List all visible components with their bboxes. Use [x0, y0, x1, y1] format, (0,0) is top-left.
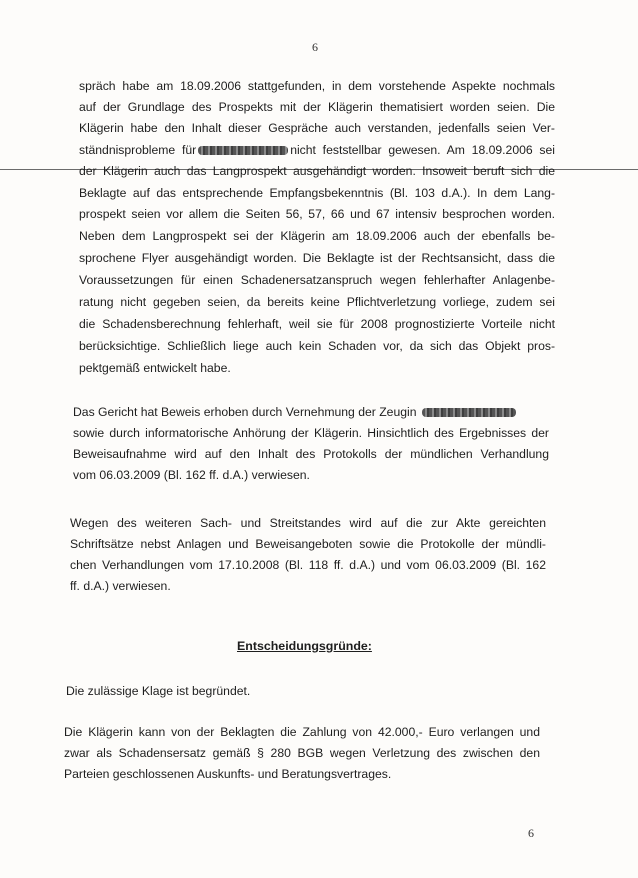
text-line: Schriftsätze nebst Anlagen und Beweisangeboten sowie die Protokolle der mündli- — [70, 537, 546, 551]
text-line: Neben dem Langprospekt sei der Klägerin am 18.09.2006 auch der ebenfalls be- — [79, 229, 555, 243]
text-line: zwar als Schadensersatz gemäß § 280 BGB wegen Verletzung des zwischen den — [64, 746, 540, 760]
text-line: der Klägerin auch das Langprospekt ausgehändigt worden. Insoweit beruft sich die — [79, 164, 555, 178]
text-line — [73, 405, 549, 419]
text-line — [79, 143, 555, 157]
text-line: Wegen des weiteren Sach- und Streitstandes wird auf die zur Akte gereichten — [70, 516, 546, 530]
page-number-top: 6 — [312, 40, 318, 54]
text-line: ratung nicht gegeben seien, da bereits keine Pflichtverletzung vorliege, zudem sei — [79, 295, 555, 309]
page-number-bottom: 6 — [528, 826, 534, 840]
redacted-name — [422, 408, 516, 417]
text-line: sprochene Flyer ausgehändigt worden. Die Beklagte ist der Rechtsansicht, dass die — [79, 251, 555, 265]
text-line: berücksichtige. Schließlich liege auch kein Schaden vor, da sich das Objekt pros- — [79, 339, 555, 353]
text-line: Beklagte auf das entsprechende Empfangsbekenntnis (Bl. 103 d.A.). In dem Lang- — [79, 186, 555, 200]
text-line: ff. d.A.) verwiesen. — [70, 579, 171, 593]
text-line: prospekt seien vor allem die Seiten 56, 57, 66 und 67 intensiv besprochen worden. — [79, 207, 555, 221]
text-line: Die zulässige Klage ist begründet. — [66, 684, 251, 698]
text-line: die Schadensberechnung fehlerhaft, weil sie für 2008 prognostizierte Vorteile nicht — [79, 317, 555, 331]
text-segment: Das Gericht hat Beweis erhoben durch Vernehmung der Zeugin — [73, 405, 417, 419]
text-segment: nicht feststellbar gewesen. Am 18.09.2006 sei — [290, 143, 555, 157]
text-line: pektgemäß entwickelt habe. — [79, 361, 231, 375]
text-line: Die Klägerin kann von der Beklagten die Zahlung von 42.000,- Euro verlangen und — [64, 725, 540, 739]
text-line: sowie durch informatorische Anhörung der Klägerin. Hinsichtlich des Ergebnisses der — [73, 426, 549, 440]
text-line: Parteien geschlossenen Auskunfts- und Beratungsvertrages. — [64, 767, 392, 781]
text-line: Klägerin habe den Inhalt dieser Gespräche auch verstanden, jedenfalls seien Ver- — [79, 121, 555, 135]
redacted-name — [198, 146, 288, 155]
text-line: auf der Grundlage des Prospekts mit der Klägerin thematisiert worden seien. Die — [79, 100, 555, 114]
text-line: Voraussetzungen für einen Schadenersatzanspruch wegen fehlerhafter Anlagenbe- — [79, 273, 555, 287]
section-heading: Entscheidungsgründe: — [237, 639, 372, 653]
text-line: Beweisaufnahme wird auf den Inhalt des Protokolls der mündlichen Verhandlung — [73, 447, 549, 461]
text-segment: ständnisprobleme für — [79, 143, 197, 157]
text-line: spräch habe am 18.09.2006 stattgefunden, in dem vorstehende Aspekte nochmals — [79, 79, 555, 93]
text-line: vom 06.03.2009 (Bl. 162 ff. d.A.) verwiesen. — [73, 468, 310, 482]
text-line: chen Verhandlungen vom 17.10.2008 (Bl. 118 ff. d.A.) und vom 06.03.2009 (Bl. 162 — [70, 558, 546, 572]
